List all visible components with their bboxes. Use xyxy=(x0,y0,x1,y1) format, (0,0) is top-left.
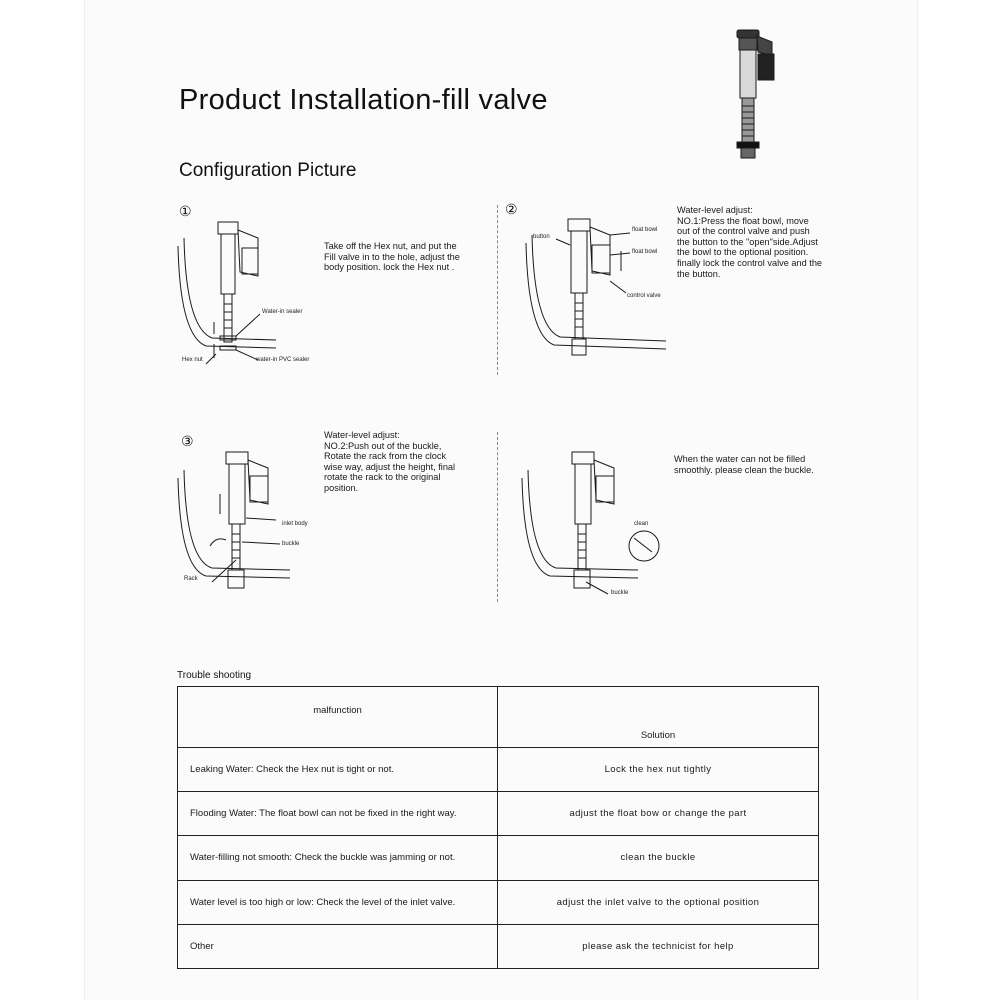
solution-cell: please ask the technicist for help xyxy=(498,924,819,968)
label-button: button xyxy=(533,234,550,240)
solution-cell: Lock the hex nut tightly xyxy=(498,748,819,792)
table-row xyxy=(178,748,819,792)
step-3-instructions: Water-level adjust: NO.2:Push out of the buckle, Rotate the rack from the clock wise way, adjust the height, final rotate the rack to the original position. xyxy=(324,430,456,493)
malfunction-cell: Flooding Water: The float bowl can not be fixed in the right way. xyxy=(178,792,498,836)
label-buckle: buckle xyxy=(282,541,300,547)
malfunction-cell: Other xyxy=(178,924,498,968)
troubleshooting-table xyxy=(177,686,819,969)
label-inlet-body: inlet body xyxy=(282,521,308,527)
step-1-diagram xyxy=(176,218,316,378)
divider-vertical-bottom xyxy=(497,432,498,602)
label-clean: clean xyxy=(634,521,649,527)
label-hex-nut: Hex nut xyxy=(182,357,203,363)
label-rack: Rack xyxy=(184,576,198,582)
malfunction-cell: Water-filling not smooth: Check the buckle was jamming or not. xyxy=(178,836,498,880)
label-float-bowl-1: float bowl xyxy=(632,227,658,233)
step-2-number: ② xyxy=(505,201,518,217)
label-control-valve: control valve xyxy=(627,293,661,299)
solution-cell: adjust the float bow or change the part xyxy=(498,792,819,836)
malfunction-cell: Water level is too high or low: Check the level of the inlet valve. xyxy=(178,880,498,924)
table-header-row xyxy=(178,687,819,748)
table-row xyxy=(178,880,819,924)
step-2-instructions: Water-level adjust: NO.1:Press the float bowl, move out of the control valve and push the button to the "open"side.Adjust the bowl to the optional position. finally lock the control valve and the the button. xyxy=(677,205,823,279)
section-title: Configuration Picture xyxy=(179,160,357,181)
table-row xyxy=(178,924,819,968)
table-row xyxy=(178,836,819,880)
divider-vertical-top xyxy=(497,205,498,375)
step-1-number: ① xyxy=(179,203,192,219)
step-1-instructions: Take off the Hex nut, and put the Fill valve in to the hole, adjust the body position. lock the Hex nut . xyxy=(324,241,460,273)
solution-cell: adjust the inlet valve to the optional position xyxy=(498,880,819,924)
label-float-bowl-2: float bowl xyxy=(632,249,658,255)
label-water-in-pvc-sealer: water-in PVC sealer xyxy=(256,357,310,363)
fill-valve-product-image xyxy=(728,26,778,162)
label-water-in-sealer: Water-in sealer xyxy=(262,309,303,315)
malfunction-header: malfunction xyxy=(178,687,498,748)
label-buckle-2: buckle xyxy=(611,590,629,596)
solution-header: Solution xyxy=(498,687,819,748)
table-row xyxy=(178,792,819,836)
solution-cell: clean the buckle xyxy=(498,836,819,880)
step-4-instructions: When the water can not be filled smoothly. please clean the buckle. xyxy=(674,454,814,475)
troubleshooting-caption: Trouble shooting xyxy=(177,670,252,681)
page-title: Product Installation-fill valve xyxy=(179,84,548,116)
step-3-number: ③ xyxy=(181,433,194,449)
malfunction-cell: Leaking Water: Check the Hex nut is tight or not. xyxy=(178,748,498,792)
